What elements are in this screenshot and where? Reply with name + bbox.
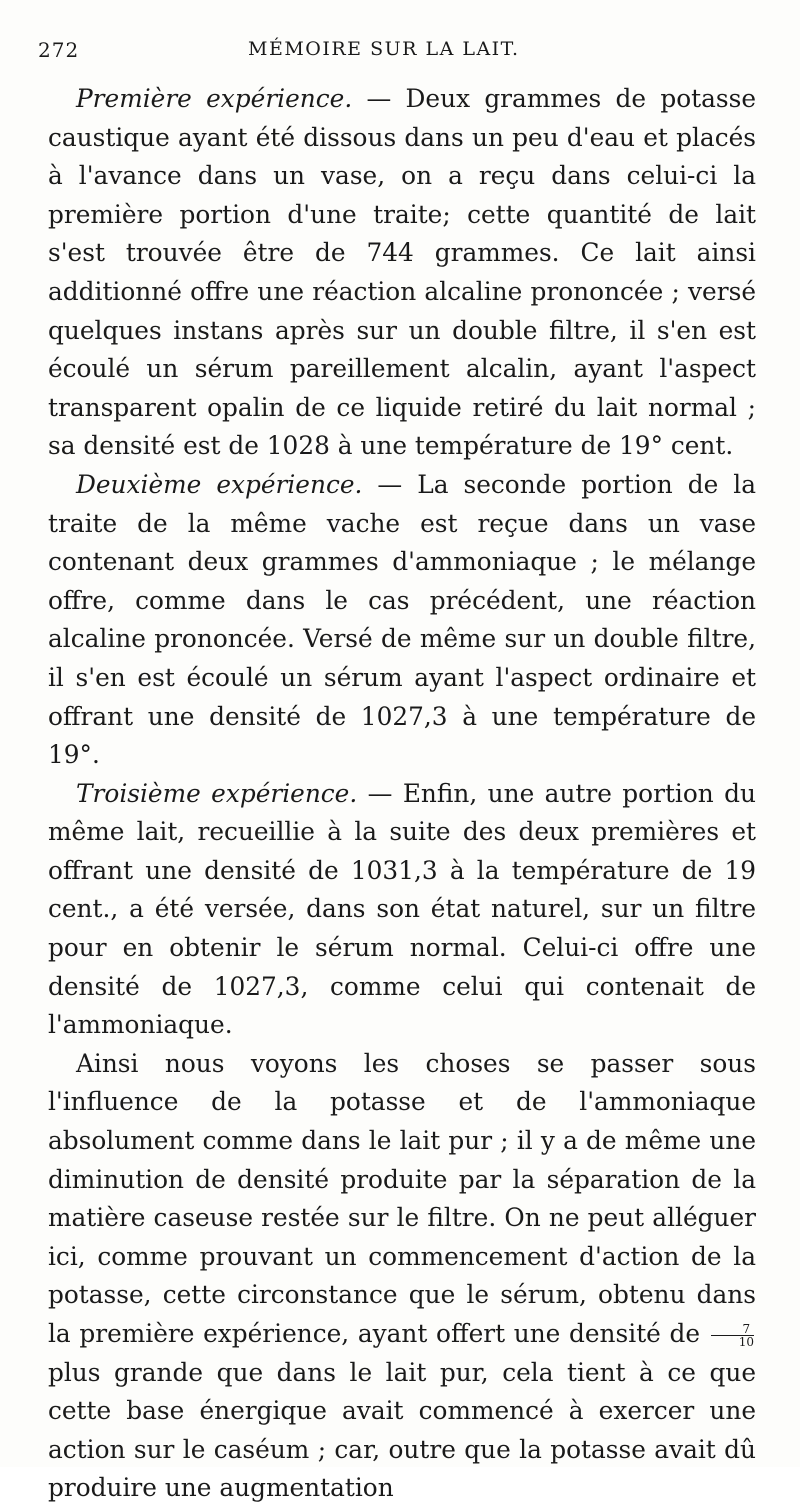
fraction-denominator: 10: [738, 1335, 754, 1349]
page-header: [38, 38, 754, 72]
body-text: [48, 80, 756, 1508]
page-number: 272: [38, 38, 80, 62]
running-title: MÉMOIRE SUR LA LAIT.: [248, 38, 520, 60]
fraction-numerator: 7: [711, 1323, 754, 1336]
paragraph-conclusion: [48, 1045, 756, 1508]
paragraph-text: — Deux grammes de potasse caustique ayant été dissous dans un peu d'eau et placés à l'avance dans un vase, on a reçu dans celui-ci la première portion d'une traite; cette quantité de lait s'est trouvée être de 744 grammes. Ce lait ainsi additionné offre une réaction alcaline prononcée ; versé quelques instans après sur un double filtre, il s'en est écoulé un sérum pareillement alcalin, ayant l'aspect transparent opalin de ce liquide retiré du lait normal ; sa densité est de 1028 à une température de 19° cent.: [48, 84, 757, 461]
paragraph-text-after-fraction: plus grande que dans le lait pur, cela tient à ce que cette base énergique avait commencé à exercer une action sur le caséum ; car, outre que la potasse avait dû produire une augmentation: [48, 1357, 756, 1503]
experiment-title: Première expérience.: [76, 84, 353, 113]
paragraph-first-experiment: [48, 80, 756, 466]
experiment-title: Troisième expérience.: [76, 778, 358, 808]
experiment-title: Deuxième expérience.: [76, 469, 363, 499]
paragraph-text: — La seconde portion de la traite de la même vache est reçue dans un vase contenant deux grammes d'ammoniaque ; le mélange offre, comme dans le cas précédent, une réaction alcaline prononcée. Versé de même sur un double filtre, il s'en est écoulé un sérum ayant l'aspect ordinaire et offrant une densité de 1027,3 à une température de 19°.: [48, 469, 756, 770]
paragraph-second-experiment: [48, 466, 756, 775]
paragraph-third-experiment: [48, 775, 756, 1045]
paragraph-text-before-fraction: Ainsi nous voyons les choses se passer sous l'influence de la potasse et de l'ammoniaque absolument comme dans le lait pur ; il y a de même une diminution de densité produite par la séparation de la matière caseuse restée sur le filtre. On ne peut alléguer ici, comme prouvant un commencement d'action de la potasse, cette circonstance que le sérum, obtenu dans la première expérience, ayant offert une densité de: [48, 1048, 756, 1348]
paragraph-text: — Enfin, une autre portion du même lait, recueillie à la suite des deux premières et offrant une densité de 1031,3 à la température de 19 cent., a été versée, dans son état naturel, sur un filtre pour en obtenir le sérum normal. Celui-ci offre une densité de 1027,3, comme celui qui contenait de l'ammoniaque.: [48, 778, 756, 1040]
fraction: [711, 1323, 754, 1348]
